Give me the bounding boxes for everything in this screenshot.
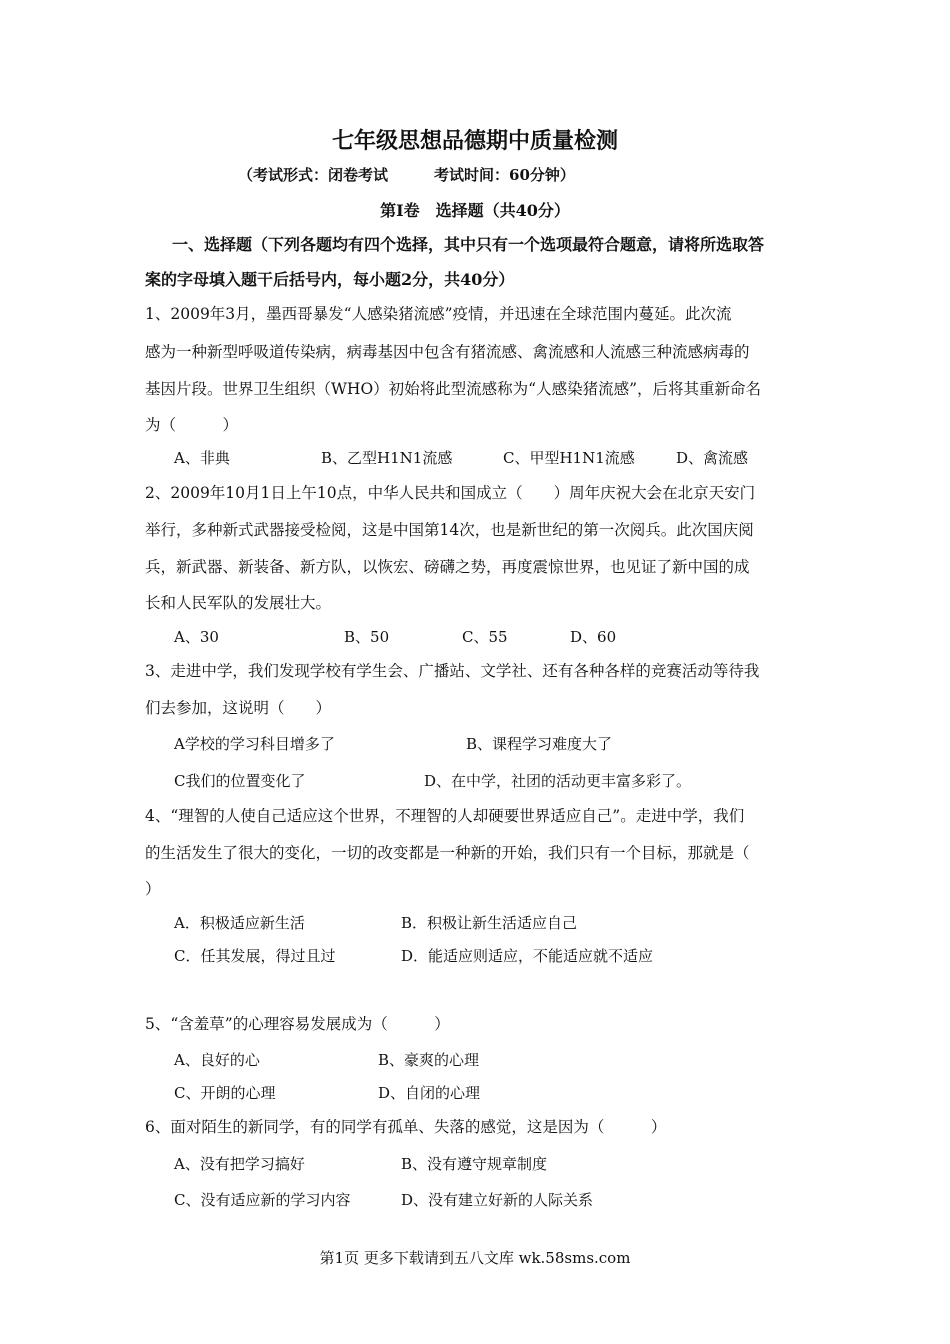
question-3-option-c: C我们的位置变化了 [174, 772, 306, 790]
question-6-line-1: 6、面对陌生的新同学，有的同学有孤单、失落的感觉，这是因为（ ） [145, 1118, 667, 1136]
exam-form: （考试形式：闭卷考试 [238, 166, 389, 184]
question-2-option-d: D、60 [570, 628, 617, 646]
question-3-line-1: 3、走进中学，我们发现学校有学生会、广播站、文学社、还有各种各样的竞赛活动等待我 [145, 662, 760, 680]
question-2-line-3: 兵，新武器、新装备、新方队，以恢宏、磅礴之势，再度震惊世界，也见证了新中国的成 [145, 558, 750, 576]
question-4-line-3: ） [145, 880, 161, 898]
part-title: 第Ⅰ卷 选择题（共40分） [380, 201, 570, 220]
question-6-option-c: C、没有适应新的学习内容 [174, 1191, 351, 1209]
question-1-line-4: 为（ ） [145, 416, 239, 434]
section-instruction-line-1: 一、选择题（下列各题均有四个选择，其中只有一个选项最符合题意，请将所选取答 [172, 235, 765, 254]
question-4-option-d: D．能适应则适应，不能适应就不适应 [401, 947, 654, 965]
question-1-option-a: A、非典 [174, 449, 230, 467]
exam-info [238, 164, 575, 185]
question-3-option-b: B、课程学习难度大了 [466, 735, 613, 753]
question-2-option-b: B、50 [344, 628, 390, 646]
question-5-option-d: D、自闭的心理 [378, 1084, 481, 1102]
question-5-line-1: 5、“含羞草”的心理容易发展成为（ ） [145, 1015, 450, 1033]
exam-time: 考试时间：60分钟） [434, 166, 575, 184]
question-5-option-a: A、良好的心 [174, 1051, 260, 1069]
question-4-option-c: C．任其发展，得过且过 [174, 947, 336, 965]
question-1-line-2: 感为一种新型呼吸道传染病，病毒基因中包含有猪流感、禽流感和人流感三种流感病毒的 [145, 343, 750, 361]
question-5-option-b: B、豪爽的心理 [378, 1051, 480, 1069]
question-4-option-b: B．积极让新生活适应自己 [401, 914, 578, 932]
section-instruction-line-2: 案的字母填入题干后括号内，每小题2分，共40分） [145, 270, 515, 289]
question-2-option-c: C、55 [462, 628, 508, 646]
question-5-option-c: C、开朗的心理 [174, 1084, 276, 1102]
page-footer: 第1页 更多下载请到五八文库 wk.58sms.com [319, 1249, 631, 1267]
question-1-option-c: C、甲型H1N1流感 [503, 449, 635, 467]
question-1-line-1: 1、2009年3月，墨西哥暴发“人感染猪流感”疫情，并迅速在全球范围内蔓延。此次流 [145, 305, 732, 323]
question-1-option-d: D、禽流感 [676, 449, 749, 467]
question-2-line-1: 2、2009年10月1日上午10点，中华人民共和国成立（ ）周年庆祝大会在北京天安门 [145, 484, 756, 502]
question-2-line-4: 长和人民军队的发展壮大。 [145, 594, 332, 612]
document-title: 七年级思想品德期中质量检测 [331, 128, 618, 154]
question-4-option-a: A．积极适应新生活 [174, 914, 305, 932]
question-6-option-a: A、没有把学习搞好 [174, 1155, 305, 1173]
question-2-option-a: A、30 [174, 628, 219, 646]
question-6-option-b: B、没有遵守规章制度 [401, 1155, 548, 1173]
question-3-line-2: 们去参加，这说明（ ） [145, 699, 332, 717]
question-1-option-b: B、乙型H1N1流感 [321, 449, 453, 467]
question-6-option-d: D、没有建立好新的人际关系 [401, 1191, 594, 1209]
question-1-line-3: 基因片段。世界卫生组织（WHO）初始将此型流感称为“人感染猪流感”，后将其重新命名 [145, 380, 762, 398]
question-3-option-a: A学校的学习科目增多了 [174, 735, 335, 753]
question-2-line-2: 举行，多种新式武器接受检阅，这是中国第14次，也是新世纪的第一次阅兵。此次国庆阅 [145, 521, 754, 539]
question-4-line-2: 的生活发生了很大的变化，一切的改变都是一种新的开始，我们只有一个目标，那就是（ [145, 844, 750, 862]
question-4-line-1: 4、“理智的人使自己适应这个世界，不理智的人却硬要世界适应自己”。走进中学，我们 [145, 807, 745, 825]
question-3-option-d: D、在中学，社团的活动更丰富多彩了。 [424, 772, 692, 790]
